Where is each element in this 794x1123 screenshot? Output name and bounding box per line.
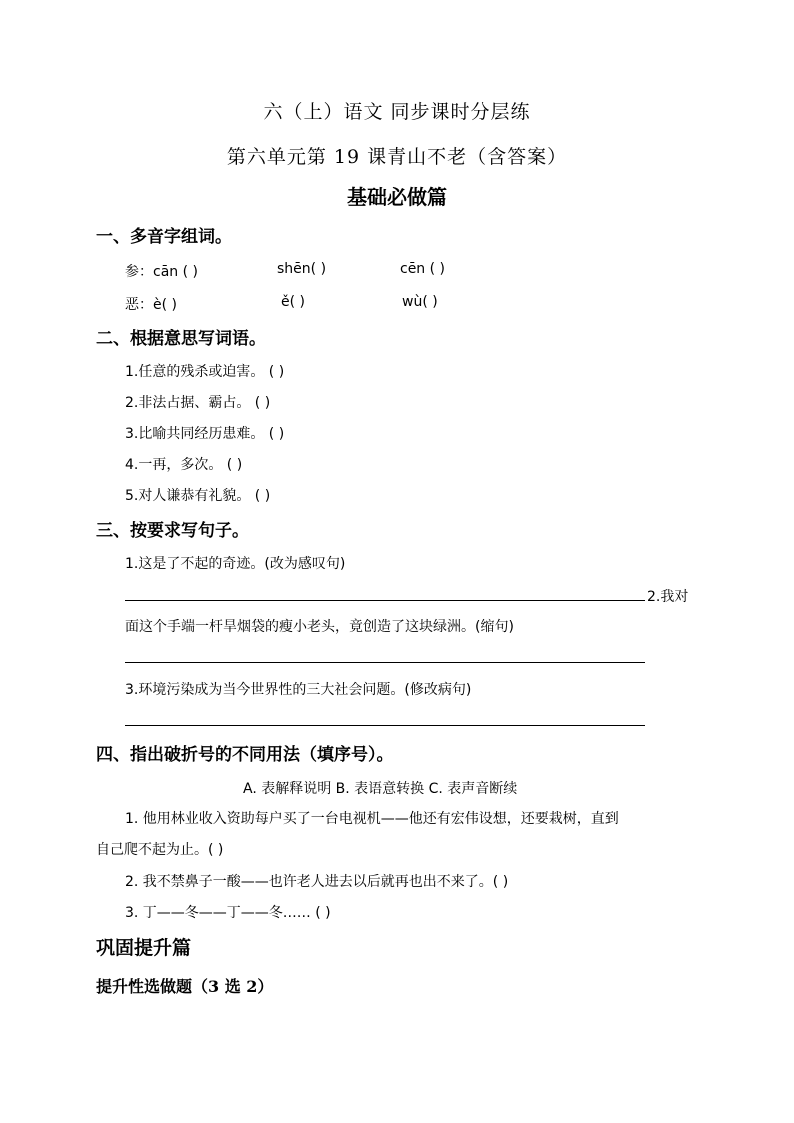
section3-heading: 三、按要求写句子。: [96, 521, 249, 541]
polyphone-can: 参：cān ( ): [125, 264, 198, 280]
question-text: 面这个手端一杆旱烟袋的瘦小老头，竟创造了这块绿洲。(缩句): [125, 619, 514, 635]
options-text: A. 表解释说明 B. 表语意转换 C. 表声音断续: [243, 781, 518, 797]
basic-heading: 基础必做篇: [347, 185, 447, 209]
question-text: 1.这是了不起的奇迹。(改为感叹句): [125, 556, 346, 572]
list-item: 4.一再，多次。 ( ): [125, 457, 243, 473]
section4-heading: 四、指出破折号的不同用法（填序号）。: [96, 745, 394, 765]
section1-heading: 一、多音字组词。: [96, 227, 232, 247]
list-item: 5.对人谦恭有礼貌。 ( ): [125, 488, 271, 504]
question-text: 2.我对: [647, 589, 689, 605]
answer-line: [125, 725, 645, 726]
section2-heading: 二、根据意思写词语。: [96, 329, 266, 349]
polyphone-e3: ě( ): [281, 294, 305, 310]
answer-line: [125, 600, 645, 601]
list-item: 3.比喻共同经历患难。 ( ): [125, 426, 285, 442]
polyphone-wu: wù( ): [402, 294, 438, 310]
question-text: 3. 丁——冬——丁——冬…… ( ): [125, 905, 331, 921]
advanced-subheading: 提升性选做题（3 选 2）: [96, 977, 274, 996]
advanced-heading: 巩固提升篇: [96, 937, 192, 959]
question-text: 1. 他用林业收入资助每户买了一台电视机——他还有宏伟设想，还要栽树，直到: [125, 811, 619, 827]
polyphone-shen: shēn( ): [277, 261, 327, 277]
list-item: 1.任意的残杀或迫害。 ( ): [125, 364, 285, 380]
question-text: 2. 我不禁鼻子一酸——也许老人进去以后就再也出不来了。( ): [125, 874, 509, 890]
list-item: 2.非法占据、霸占。 ( ): [125, 395, 271, 411]
answer-line: [125, 662, 645, 663]
question-text: 3.环境污染成为当今世界性的三大社会问题。(修改病句): [125, 682, 472, 698]
page-title: 六（上）语文 同步课时分层练: [263, 101, 531, 123]
page-subtitle: 第六单元第 19 课青山不老（含答案）: [226, 146, 568, 168]
polyphone-e4: 恶：è( ): [125, 297, 177, 313]
question-text: 自己爬不起为止。( ): [96, 842, 224, 858]
polyphone-cen: cēn ( ): [400, 261, 446, 277]
